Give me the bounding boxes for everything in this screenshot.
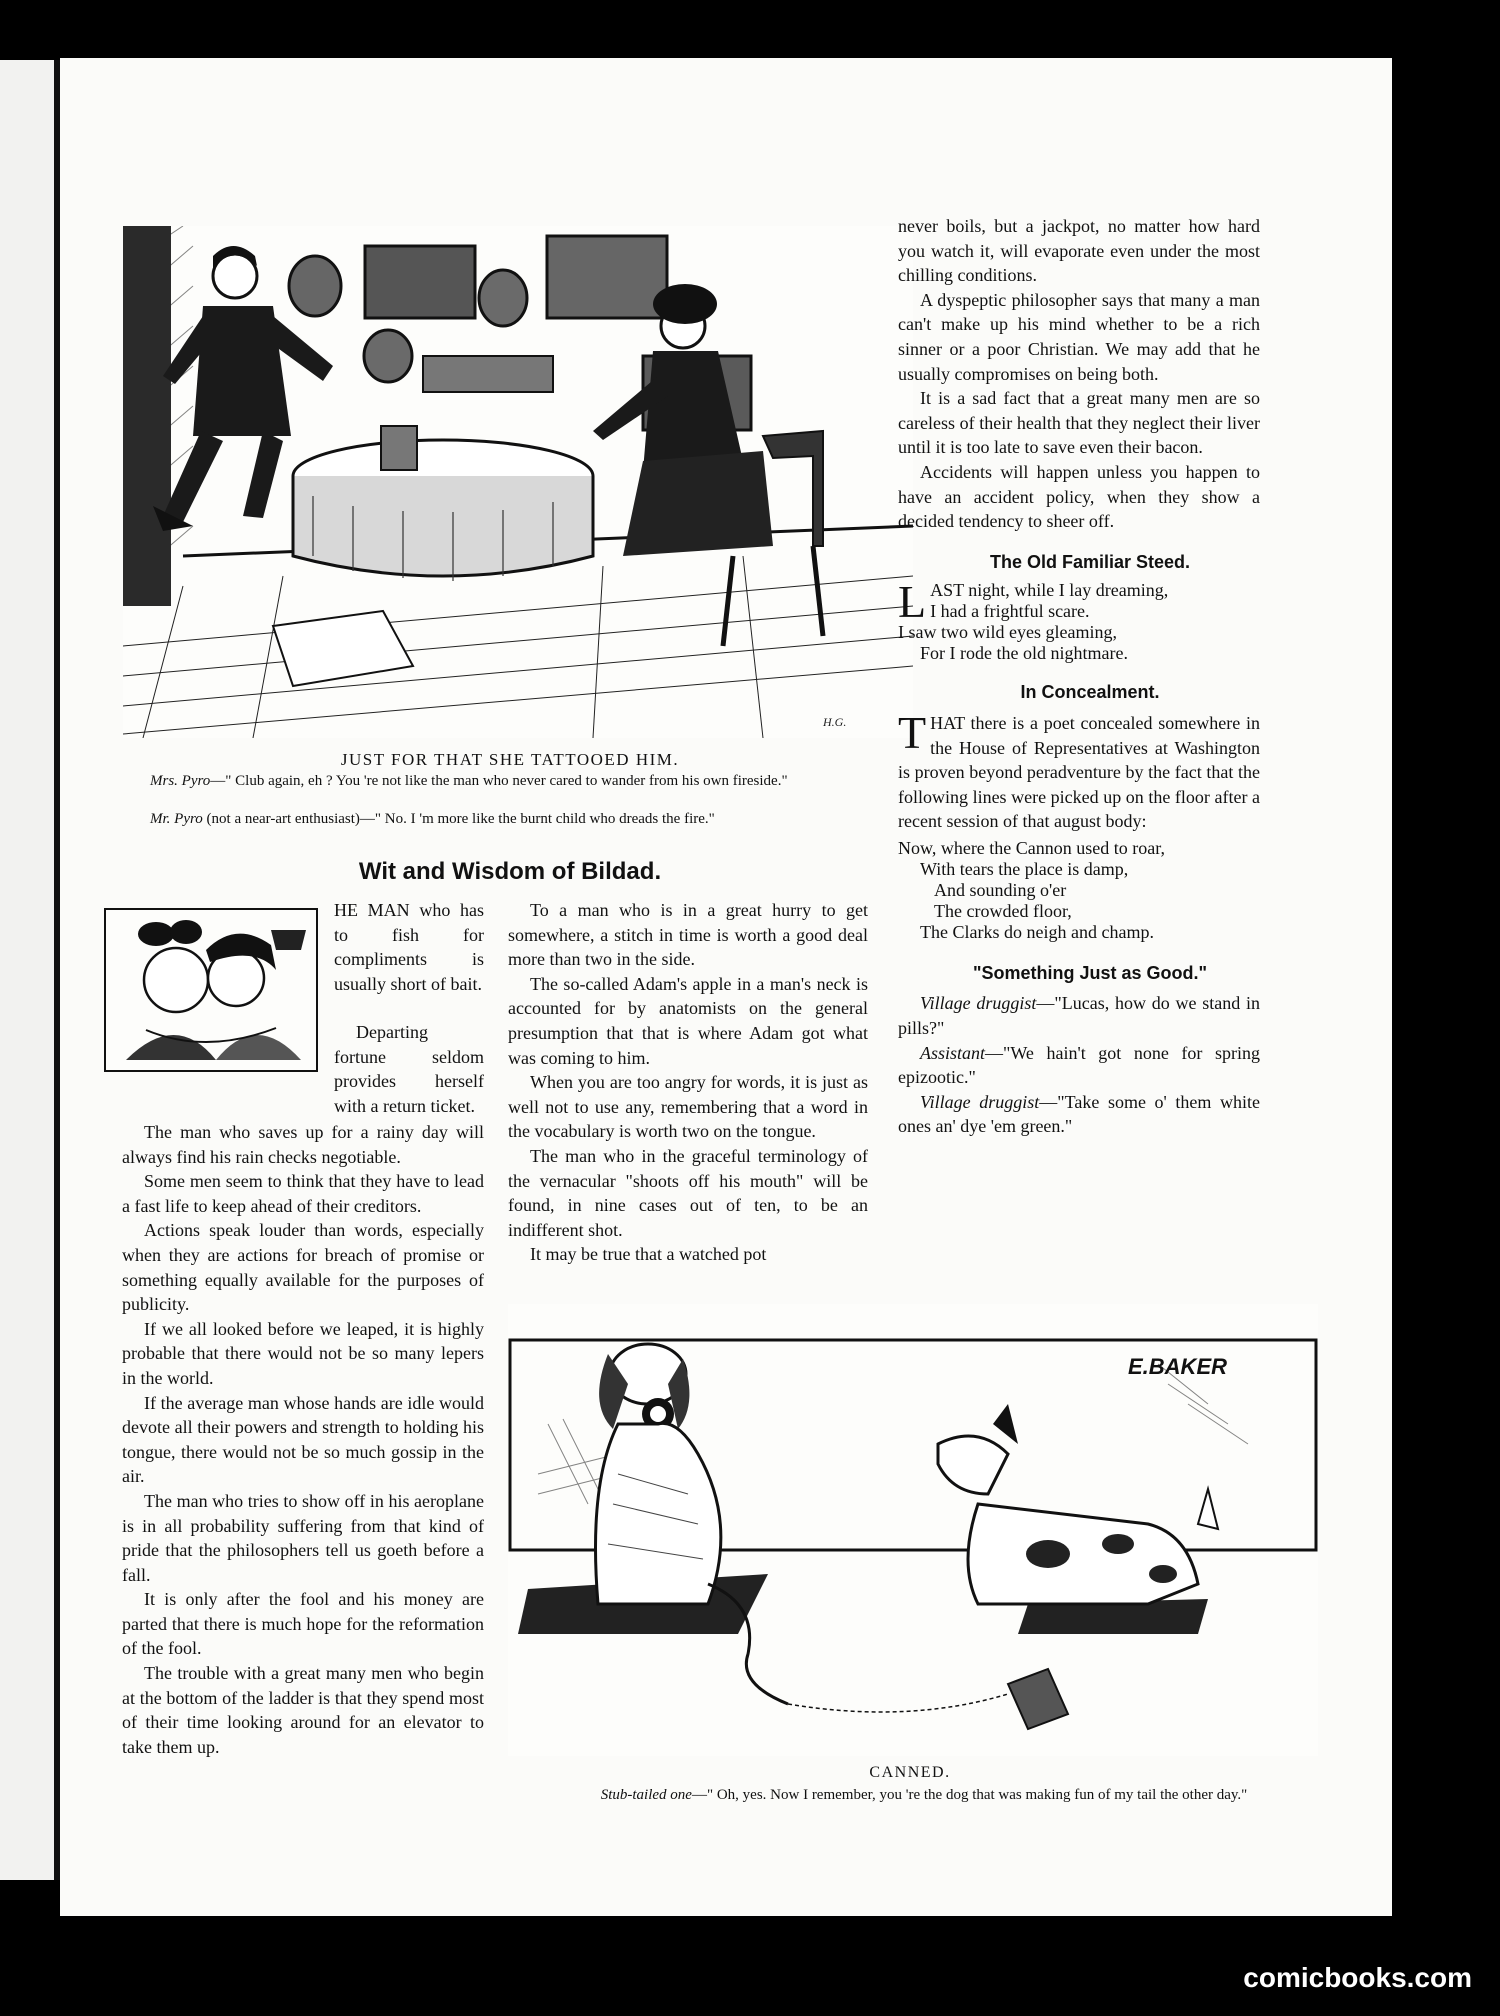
bildad-departing-paragraph: Departing fortune seldom provides herself with a return ticket. [334, 1022, 484, 1116]
something-speaker-3: Village druggist [920, 1091, 1040, 1112]
something-line-3 [898, 1090, 1260, 1139]
bildad-left-para-3: Actions speak louder than words, especially when they are actions for breach of promise or something equally available for the purposes of publicity. [122, 1220, 484, 1315]
bildad-right-para-4: Accidents will happen unless you happen to have an accident policy, when they show a decided tendency to sheer off. [898, 461, 1260, 532]
concealment-verse [898, 838, 1260, 943]
mrs-pyro-line: —" Club again, eh ? You 're not like the man who never cared to wander from his own fireside." [210, 773, 788, 789]
concealment-title: In Concealment. [1020, 682, 1160, 703]
tattoo-cartoon-illustration [123, 226, 913, 738]
something-text-3: —"Take some o' them white ones an' dye 'em green." [898, 1091, 1260, 1137]
bildad-middle-column [508, 898, 868, 1267]
bildad-left-para-5: If the average man whose hands are idle would devote all their powers and strength to holding his tongue, there would not be so much gossip in the air. [122, 1392, 484, 1487]
concealment-dropcap: T [898, 706, 927, 758]
canned-cartoon-illustration [508, 1304, 1318, 1756]
concealment-line-2: With tears the place is damp, [920, 858, 1129, 879]
tattoo-cartoon-dialogue-2 [108, 810, 896, 829]
concealment-line-1: Now, where the Cannon used to roar, [898, 837, 1166, 858]
bildad-right-para-1: never boils, but a jackpot, no matter how hard you watch it, will evaporate even under the most chilling conditions. [898, 216, 1260, 286]
bildad-left-para-7: It is only after the fool and his money are parted that there is much hope for the reformation of the fool. [122, 1589, 484, 1659]
bildad-left-para-4: If we all looked before we leaped, it is highly probable that there would not be so many lepers in the world. [122, 1318, 484, 1388]
steed-line-3: I saw two wild eyes gleaming, [898, 622, 1117, 643]
canned-cartoon-drawing [508, 1304, 1318, 1756]
something-title: "Something Just as Good." [972, 962, 1208, 983]
steed-dropcap: L [898, 576, 927, 628]
something-speaker-2: Assistant [920, 1042, 986, 1063]
concealment-line-5: The Clarks do neigh and champ. [920, 921, 1154, 942]
tattoo-cartoon-caption-title: JUST FOR THAT SHE TATTOOED HIM. [340, 750, 680, 769]
something-speaker-1: Village druggist [920, 993, 1037, 1014]
bildad-middle-para-2: The so-called Adam's apple in a man's neck is accounted for by anatomists on the general presumption that that is where Adam got what was coming to him. [508, 973, 868, 1068]
steed-line-4: For I rode the old nightmare. [920, 643, 1128, 664]
bildad-middle-para-3: When you are too angry for words, it is just as well not to use any, remembering that a word in the vocabulary is worth two on the tongue. [508, 1072, 868, 1142]
bildad-right-para-3: It is a sad fact that a great many men are so careless of their health that they neglect their liver until it is too late to save even their bacon. [898, 388, 1260, 458]
canned-caption-title: CANNED. [869, 1764, 951, 1781]
svg-text:H.G.: H.G. [823, 715, 847, 729]
bildad-left-para-6: The man who tries to show off in his aeroplane is in all probability suffering from that kind of pride that the philosophers tell us goeth before a fall. [122, 1490, 484, 1585]
concealment-line-3: And sounding o'er [934, 879, 1067, 900]
mrs-pyro-speaker: Mrs. Pyro [150, 773, 211, 789]
bildad-middle-para-4: The man who in the graceful terminology of the vernacular "shoots off his mouth" will be found, in nine cases out of ten, to be an indifferent shot. [508, 1145, 868, 1240]
something-line-1 [898, 991, 1260, 1040]
bildad-left-column-lead [334, 898, 484, 996]
something-text-2: —"We hain't got none for spring epizootic." [898, 1042, 1260, 1088]
bildad-lead-paragraph: HE MAN who has to fish for compliments is usually short of bait. [334, 900, 484, 994]
steed-line-1: AST night, while I lay dreaming, [930, 580, 1169, 601]
canned-caption-dialogue [554, 1786, 1294, 1805]
concealment-line-4: The crowded floor, [934, 900, 1072, 921]
bildad-right-column [898, 214, 1260, 1139]
bildad-middle-para-5: It may be true that a watched pot [530, 1244, 767, 1265]
bildad-left-para-8: The trouble with a great many men who begin at the bottom of the ladder is that they spend most of their time looking around for an elevator to take them up. [122, 1663, 484, 1757]
site-watermark: comicbooks.com [1243, 1962, 1472, 1993]
bildad-right-para-2: A dyspeptic philosopher says that many a man can't make up his mind whether to be a rich sinner or a poor Christian. We may add that he usually compromises on being both. [898, 289, 1260, 384]
stub-tailed-speaker: Stub-tailed one [600, 1787, 692, 1803]
tattoo-cartoon-dialogue-1 [108, 772, 896, 791]
kissing-couple-illustration [104, 908, 318, 1072]
bildad-middle-para-1: To a man who is in a great hurry to get somewhere, a stitch in time is worth a good deal more than two in the side. [508, 900, 868, 970]
steed-title: The Old Familiar Steed. [989, 551, 1191, 572]
stub-tailed-line: —" Oh, yes. Now I remember, you 're the dog that was making fun of my tail the other day." [691, 1787, 1248, 1803]
steed-verse [898, 576, 1260, 664]
magazine-page [60, 58, 1392, 1916]
bildad-left-column [122, 1120, 484, 1759]
kissing-couple-drawing [106, 910, 316, 1070]
mr-pyro-line: (not a near-art enthusiast)—" No. I 'm more like the burnt child who dreads the fire." [202, 811, 715, 827]
concealment-intro-text: HAT there is a poet concealed somewhere in the House of Representatives at Washington is proven beyond peradventure by the fact that the following lines were picked up on the floor after a recent session of that august body: [898, 712, 1260, 832]
bildad-left-para-2: Some men seem to think that they have to lead a fast life to keep ahead of their creditors. [122, 1171, 484, 1216]
baker-signature: E.BAKER [1128, 1354, 1228, 1379]
bildad-left-column-p2 [334, 1020, 484, 1118]
mr-pyro-speaker: Mr. Pyro [150, 811, 203, 827]
concealment-intro [898, 706, 1260, 834]
something-line-2 [898, 1041, 1260, 1090]
bildad-article-title: Wit and Wisdom of Bildad. [358, 858, 662, 885]
steed-line-2: I had a frightful scare. [930, 601, 1090, 622]
something-text-1: —"Lucas, how do we stand in pills?" [898, 993, 1260, 1039]
tattoo-cartoon-drawing [123, 226, 913, 738]
bildad-left-para-1: The man who saves up for a rainy day will always find his rain checks negotiable. [122, 1122, 484, 1167]
adjacent-page-edge [0, 60, 60, 1880]
